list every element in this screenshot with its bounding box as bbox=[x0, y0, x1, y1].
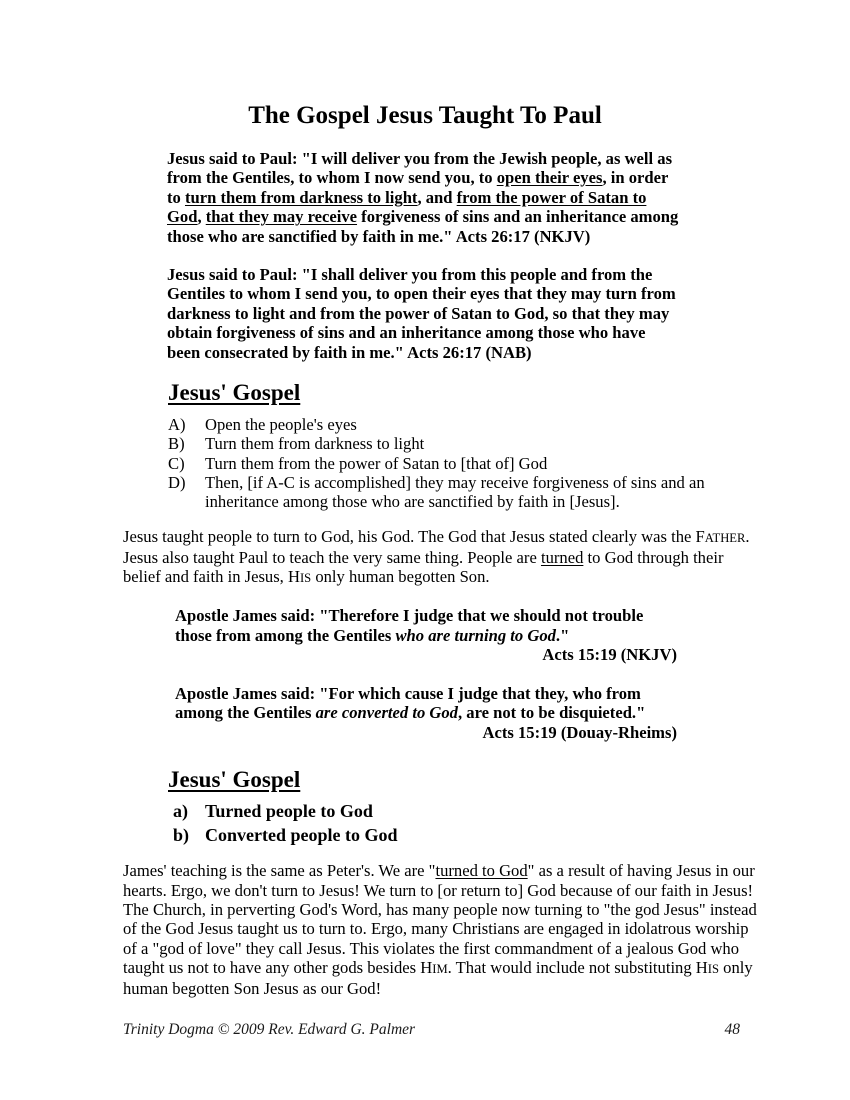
list-marker: B) bbox=[168, 434, 185, 454]
section-heading-jesus-gospel-1: Jesus' Gospel bbox=[168, 380, 301, 406]
list-marker: A) bbox=[168, 415, 186, 435]
list-item bbox=[168, 434, 728, 453]
list-item bbox=[173, 800, 850, 824]
list-marker: C) bbox=[168, 453, 185, 473]
footer-copyright: Trinity Dogma © 2009 Rev. Edward G. Palmer bbox=[123, 1020, 416, 1038]
paragraph-turned-to-god: Jesus taught people to turn to God, his God. The God that Jesus stated clearly was the FATHER. Jesus also taught Paul to teach the very same thing. People are turned to God through their belief and faith in Jesus, HIS only human begotten Son. bbox=[123, 526, 750, 587]
page-title: The Gospel Jesus Taught To Paul bbox=[248, 102, 602, 129]
gospel-points-list-2 bbox=[0, 800, 850, 847]
list-marker: b) bbox=[173, 824, 190, 845]
list-marker: D) bbox=[168, 472, 186, 492]
james-quote-nkjv-citation: Acts 15:19 (NKJV) bbox=[542, 645, 677, 665]
james-quote-nkjv bbox=[175, 606, 677, 665]
list-text: Then, [if A-C is accomplished] they may receive forgiveness of sins and an inheritance among those who are sanctified by faith in [Jesus]. bbox=[205, 472, 705, 512]
list-item bbox=[168, 454, 728, 473]
list-item bbox=[173, 824, 850, 848]
james-quote-douay-text: Apostle James said: "For which cause I judge that they, who from among the Gentiles are converted to God, are not to be disquieted." bbox=[175, 683, 646, 723]
page-number: 48 bbox=[724, 1020, 740, 1038]
gospel-points-list-1 bbox=[0, 415, 850, 511]
section-heading-jesus-gospel-2: Jesus' Gospel bbox=[168, 767, 301, 793]
page-footer bbox=[123, 1020, 740, 1039]
list-text: Turned people to God bbox=[205, 801, 373, 822]
james-quote-douay bbox=[175, 684, 677, 743]
james-quote-douay-citation: Acts 15:19 (Douay-Rheims) bbox=[482, 722, 677, 742]
list-marker: a) bbox=[173, 801, 188, 822]
list-text: Open the people's eyes bbox=[205, 415, 357, 435]
list-text: Turn them from darkness to light bbox=[205, 434, 425, 454]
list-text: Converted people to God bbox=[205, 824, 398, 845]
scripture-quote-acts-nab: Jesus said to Paul: "I shall deliver you from this people and from the Gentiles to whom I send you, to open their eyes that they may turn from darkness to light and from the power of Satan to God, so that they may obtain forgiveness of sins and an inheritance among those who have been consecrated by faith in me." Acts 26:17 (NAB) bbox=[167, 265, 676, 362]
james-quote-nkjv-text: Apostle James said: "Therefore I judge that we should not trouble those from among the Gentiles who are turning to God." bbox=[175, 606, 644, 645]
list-item bbox=[168, 473, 728, 512]
paragraph-james-teaching: James' teaching is the same as Peter's. We are "turned to God" as a result of having Jesus in our hearts. Ergo, we don't turn to Jesus! We turn to [or return to] God because of our faith in Jesus! The Church, in perverting God's Word, has many people now turning to "the god Jesus" instead of the God Jesus taught us to turn to. Ergo, many Christians are engaged in idolatrous worship of a "god of love" they call Jesus. This violates the first commandment of a jealous God who taught us not to have any other gods besides HIM. That would include not substituting HIS only human begotten Son Jesus as our God! bbox=[123, 861, 757, 999]
scripture-quote-acts-nkjv: Jesus said to Paul: "I will deliver you from the Jewish people, as well as from the Gentiles, to whom I now send you, to open their eyes, in order to turn them from darkness to light, and from the power of Satan to God, that they may receive forgiveness of sins and an inheritance among those who are sanctified by faith in me." Acts 26:17 (NKJV) bbox=[167, 149, 679, 246]
list-item bbox=[168, 415, 728, 434]
list-text: Turn them from the power of Satan to [that of] God bbox=[205, 453, 548, 473]
